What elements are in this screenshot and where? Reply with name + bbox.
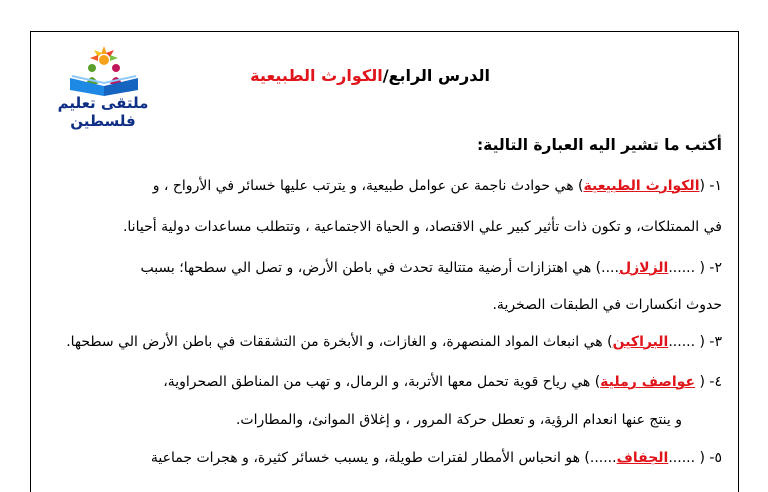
- answer-text: الزلازل: [618, 260, 669, 276]
- answer-text: الجفاف: [616, 450, 669, 466]
- list-item: ١- (الكوارث الطبيعية) هي حوادث ناجمة عن عوامل طبيعية، و يترتب عليها خسائر في الأرواح ، و: [152, 178, 722, 194]
- lesson-title: [250, 66, 490, 85]
- answer-text: عواصف رملية: [600, 374, 696, 390]
- exercise-heading: أكتب ما تشير اليه العبارة التالية:: [476, 136, 722, 154]
- list-item: ٥- ( ......الجفاف......) هو انحباس الأمطار لفترات طويلة، و يسبب خسائر كثيرة، و هجرات جماعية: [150, 450, 722, 466]
- list-item: ٢- ( ......الزلازل....) هي اهتزازات أرضية متتالية تحدث في باطن الأرض، و تصل الي سطحها؛ بسبب: [140, 260, 722, 276]
- answer-text: البراكين: [612, 334, 669, 350]
- lesson-title-topic: الكوارث الطبيعية: [250, 66, 383, 85]
- list-item: حدوث انكسارات في الطبقات الصخرية.: [492, 297, 722, 313]
- lesson-title-prefix: الدرس الرابع/: [382, 66, 490, 85]
- answer-text: الكوارث الطبيعية: [583, 178, 700, 194]
- list-item: في الممتلكات، و تكون ذات تأثير كبير علي الاقتصاد، و الحياة الاجتماعية ، وتتطلب مساعدات دولية أحيانا.: [122, 219, 722, 235]
- list-item: ٣- ( ......البراكين) هي انبعاث المواد المنصهرة، و الغازات، و الأبخرة من التشققات في باطن الأرض الي سطحها.: [66, 334, 722, 350]
- list-item: ٤- ( عواصف رملية) هي رياح قوية تحمل معها الأتربة، و الرمال، و تهب من المناطق الصحراوية،: [163, 374, 722, 390]
- site-logo: [36, 38, 170, 130]
- document-page: [30, 31, 739, 492]
- list-item: و ينتج عنها انعدام الرؤية، و تعطل حركة المرور ، و إغلاق الموانئ، والمطارات.: [235, 412, 682, 428]
- logo-text: ملتقى تعليم فلسطين: [57, 94, 149, 130]
